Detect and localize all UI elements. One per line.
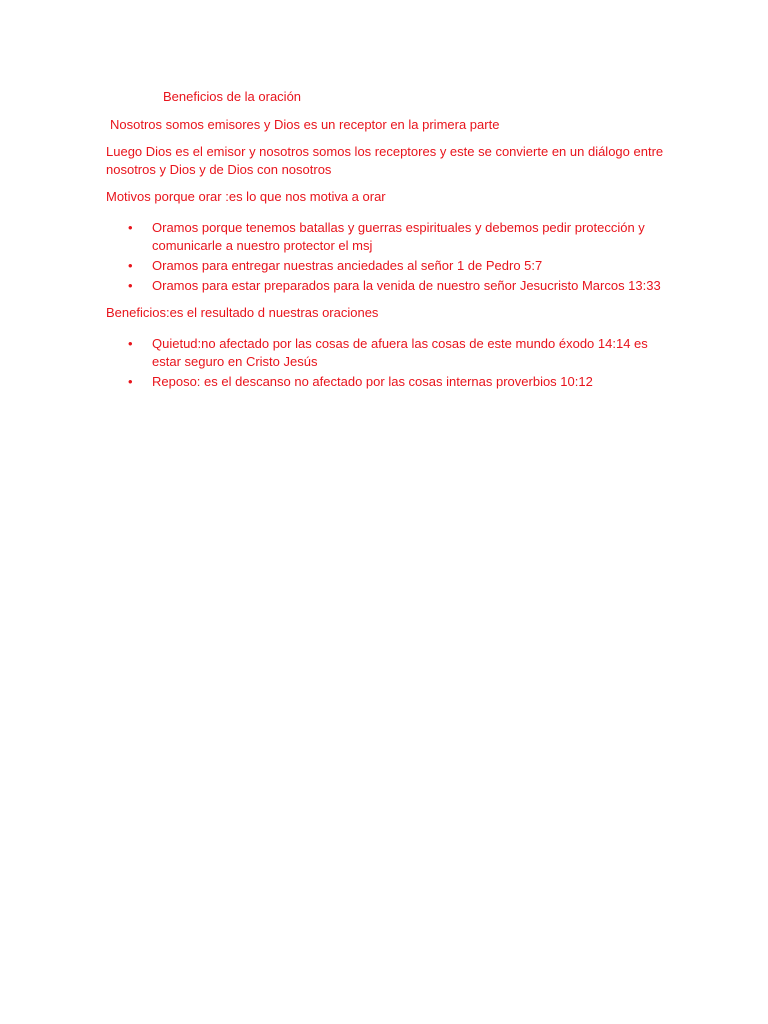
- list-item-text: Quietud:no afectado por las cosas de afuera las cosas de este mundo éxodo 14:14 es estar seguro en Cristo Jesús: [152, 336, 648, 369]
- motivos-heading: Motivos porque orar :es lo que nos motiva a orar: [106, 189, 386, 204]
- list-item: [106, 257, 666, 275]
- beneficios-list: [106, 335, 666, 391]
- list-item: [106, 219, 666, 255]
- list-item-text: Oramos porque tenemos batallas y guerras espirituales y debemos pedir protección y comunicarle a nuestro protector el msj: [152, 220, 645, 253]
- document-body: [106, 88, 666, 400]
- bullet-icon: •: [128, 336, 133, 351]
- bullet-icon: •: [128, 278, 133, 293]
- list-item-text: Reposo: es el descanso no afectado por las cosas internas proverbios 10:12: [152, 374, 593, 389]
- beneficios-heading: Beneficios:es el resultado d nuestras oraciones: [106, 305, 379, 320]
- bullet-icon: •: [128, 258, 133, 273]
- bullet-icon: •: [128, 220, 133, 235]
- document-title: Beneficios de la oración: [163, 89, 302, 104]
- bullet-icon: •: [128, 374, 133, 389]
- paragraph-dialogo: Luego Dios es el emisor y nosotros somos los receptores y este se convierte en un diálogo entre nosotros y Dios y de Dios con nosotros: [106, 144, 664, 177]
- list-item: [106, 277, 666, 295]
- motivos-list: [106, 219, 666, 295]
- list-item: [106, 373, 666, 391]
- list-item-text: Oramos para entregar nuestras anciedades al señor 1 de Pedro 5:7: [152, 258, 543, 273]
- list-item: [106, 335, 666, 371]
- paragraph-emisores: Nosotros somos emisores y Dios es un receptor en la primera parte: [110, 117, 500, 132]
- list-item-text: Oramos para estar preparados para la venida de nuestro señor Jesucristo Marcos 13:33: [152, 278, 661, 293]
